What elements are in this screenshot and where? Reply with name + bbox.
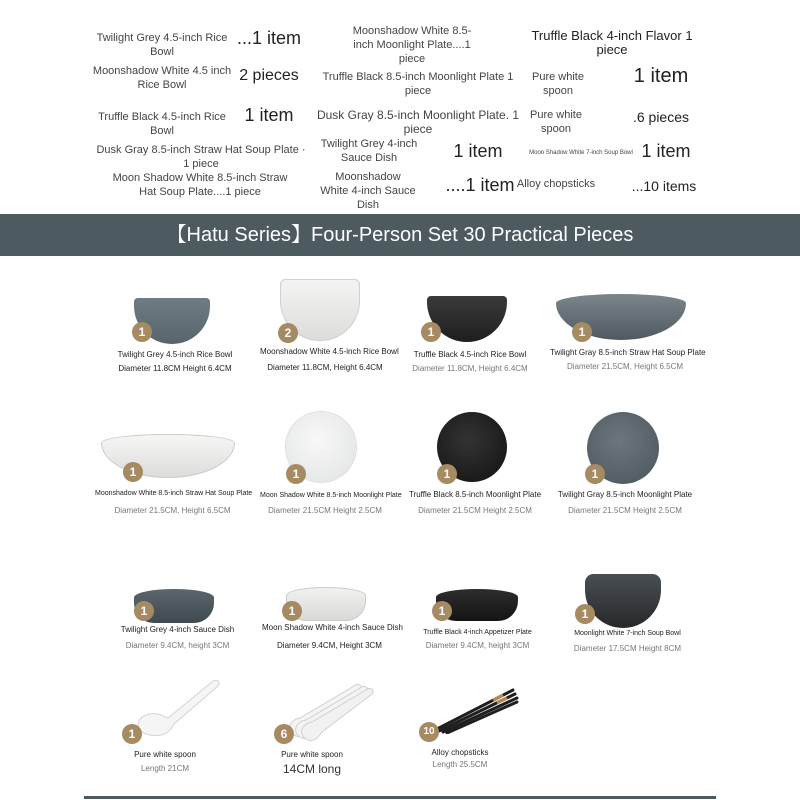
product-truffle-black-rice-bowl xyxy=(405,290,535,380)
count-badge: 1 xyxy=(282,601,302,621)
count-badge: 1 xyxy=(437,464,457,484)
product-dimensions: Diameter 21.5CM Height 2.5CM xyxy=(568,506,682,515)
product-dimensions: Diameter 11.8CM, Height 6.4CM xyxy=(412,364,528,373)
list-item: Moonshadow White 4-inch Sauce Dish xyxy=(320,171,416,211)
product-dimensions: 14CM long xyxy=(282,762,342,776)
list-item: Moon Shadow White 7-inch Soup Bowl xyxy=(529,150,633,156)
product-twilight-gray-moonlight-plate xyxy=(555,410,695,520)
product-twilight-grey-rice-bowl xyxy=(110,290,240,380)
list-item: Twilight Grey 4.5-inch Rice Bowl xyxy=(96,32,228,58)
product-name: Moonlight White 7-inch Soup Bowl xyxy=(574,630,681,637)
product-truffle-black-appetizer-plate xyxy=(410,585,545,655)
product-twilight-grey-sauce-dish xyxy=(110,585,245,655)
product-dimensions: Diameter 21.5CM, Height 6.5CM xyxy=(114,506,231,515)
list-item: Moonshadow White 4.5 inch Rice Bowl xyxy=(92,65,232,91)
product-moon-shadow-white-moonlight-plate xyxy=(260,410,402,520)
product-dimensions: Length 21CM xyxy=(140,764,190,773)
chopsticks-image xyxy=(429,684,519,734)
product-name: Alloy chopsticks xyxy=(431,748,489,757)
product-name: Twilight Gray 8.5-inch Straw Hat Soup Plate xyxy=(550,348,706,357)
count-badge: 1 xyxy=(132,322,152,342)
product-name: Twilight Grey 4-inch Sauce Dish xyxy=(120,625,235,634)
count-badge: 6 xyxy=(274,724,294,744)
product-dimensions: Diameter 17.5CM Height 8CM xyxy=(573,644,682,653)
count-badge: 1 xyxy=(575,604,595,624)
straw-hat-plate-image xyxy=(101,434,235,478)
list-item-count: 2 pieces xyxy=(239,67,299,84)
product-pure-white-spoon-set xyxy=(262,672,387,782)
product-dimensions: Diameter 9.4CM, Height 3CM xyxy=(277,641,382,650)
list-item-count: 1 item xyxy=(641,141,691,161)
product-name: Twilight Gray 8.5-inch Moonlight Plate xyxy=(557,490,693,499)
count-badge: 2 xyxy=(278,323,298,343)
soup-bowl-image xyxy=(585,574,661,628)
list-item-count: 1 item xyxy=(244,105,294,125)
product-dimensions: Diameter 9.4CM, height 3CM xyxy=(425,641,530,650)
product-name: Moonshadow White 8.5-inch Straw Hat Soup Plate xyxy=(95,490,253,497)
list-item-count: 1 item xyxy=(453,141,503,161)
product-name: Moon Shadow White 4-inch Sauce Dish xyxy=(262,623,403,632)
list-item-count: ....1 item xyxy=(445,175,515,195)
product-dimensions: Diameter 9.4CM, height 3CM xyxy=(125,641,230,650)
product-moon-shadow-white-sauce-dish xyxy=(262,585,403,655)
product-pure-white-spoon xyxy=(110,672,230,777)
product-truffle-black-moonlight-plate xyxy=(405,410,545,520)
list-item-count: 1 item xyxy=(633,65,689,87)
product-name: Pure white spoon xyxy=(134,750,196,759)
product-name: Moonshadow White 4.5-inch Rice Bowl xyxy=(260,347,399,356)
product-alloy-chopsticks xyxy=(415,680,525,775)
product-name: Twilight Grey 4.5-inch Rice Bowl xyxy=(117,350,233,359)
product-dimensions: Diameter 11.8CM Height 6.4CM xyxy=(118,364,232,373)
product-moonshadow-white-straw-hat-soup-plate xyxy=(95,430,253,525)
list-item: Dusk Gray 8.5-inch Moonlight Plate. 1 piece xyxy=(316,108,520,136)
count-badge: 1 xyxy=(286,464,306,484)
list-item: Moon Shadow White 8.5-inch Straw Hat Soup Plate....1 piece xyxy=(112,172,288,198)
list-item-count: .6 pieces xyxy=(632,109,690,125)
list-item: Pure white spoon xyxy=(532,71,584,97)
list-item: Pure white spoon xyxy=(530,109,582,135)
list-item: Dusk Gray 8.5-inch Straw Hat Soup Plate · 1 piece xyxy=(96,144,306,170)
count-badge: 1 xyxy=(572,322,592,342)
count-badge: 1 xyxy=(585,464,605,484)
product-name: Moon Shadow White 8.5-inch Moonlight Plate xyxy=(260,492,402,499)
product-name: Truffle Black 4-inch Appetizer Plate xyxy=(423,629,532,636)
product-dimensions: Diameter 21.5CM Height 2.5CM xyxy=(268,506,382,515)
list-item: Truffle Black 4-inch Flavor 1 piece xyxy=(531,28,693,57)
series-banner xyxy=(0,214,800,256)
list-item: Truffle Black 4.5-inch Rice Bowl xyxy=(98,111,226,137)
count-badge: 1 xyxy=(421,322,441,342)
count-badge: 1 xyxy=(432,601,452,621)
count-badge: 1 xyxy=(122,724,142,744)
product-twilight-gray-straw-hat-soup-plate xyxy=(550,290,706,380)
count-badge: 1 xyxy=(134,601,154,621)
product-name: Pure white spoon xyxy=(281,750,343,759)
list-item-count: ...1 item xyxy=(236,28,302,48)
item-list xyxy=(0,0,800,212)
divider xyxy=(84,796,716,799)
list-item: Alloy chopsticks xyxy=(516,178,596,190)
product-dimensions: Length 25.5CM xyxy=(432,760,488,769)
list-item: Moonshadow White 8.5-inch Moonlight Plate....1 piece xyxy=(352,25,472,65)
product-dimensions: Diameter 21.5CM Height 2.5CM xyxy=(418,506,532,515)
list-item: Truffle Black 8.5-inch Moonlight Plate 1 piece xyxy=(322,71,514,97)
list-item-count: ...10 items xyxy=(631,178,697,194)
product-name: Truffle Black 4.5-inch Rice Bowl xyxy=(413,350,527,359)
spoon-set-image xyxy=(280,678,380,744)
product-dimensions: Diameter 11.8CM, Height 6.4CM xyxy=(267,363,383,372)
list-item: Twilight Grey 4-inch Sauce Dish xyxy=(320,138,418,164)
product-moonlight-white-soup-bowl xyxy=(565,570,690,655)
product-dimensions: Diameter 21.5CM, Height 6.5CM xyxy=(566,362,684,371)
count-badge: 1 xyxy=(123,462,143,482)
count-badge: 10 xyxy=(419,722,439,742)
product-name: Truffle Black 8.5-inch Moonlight Plate xyxy=(408,490,542,499)
product-moonshadow-white-rice-bowl xyxy=(260,275,399,380)
banner-title: 【Hatu Series】Four-Person Set 30 Practical Pieces xyxy=(166,224,634,246)
